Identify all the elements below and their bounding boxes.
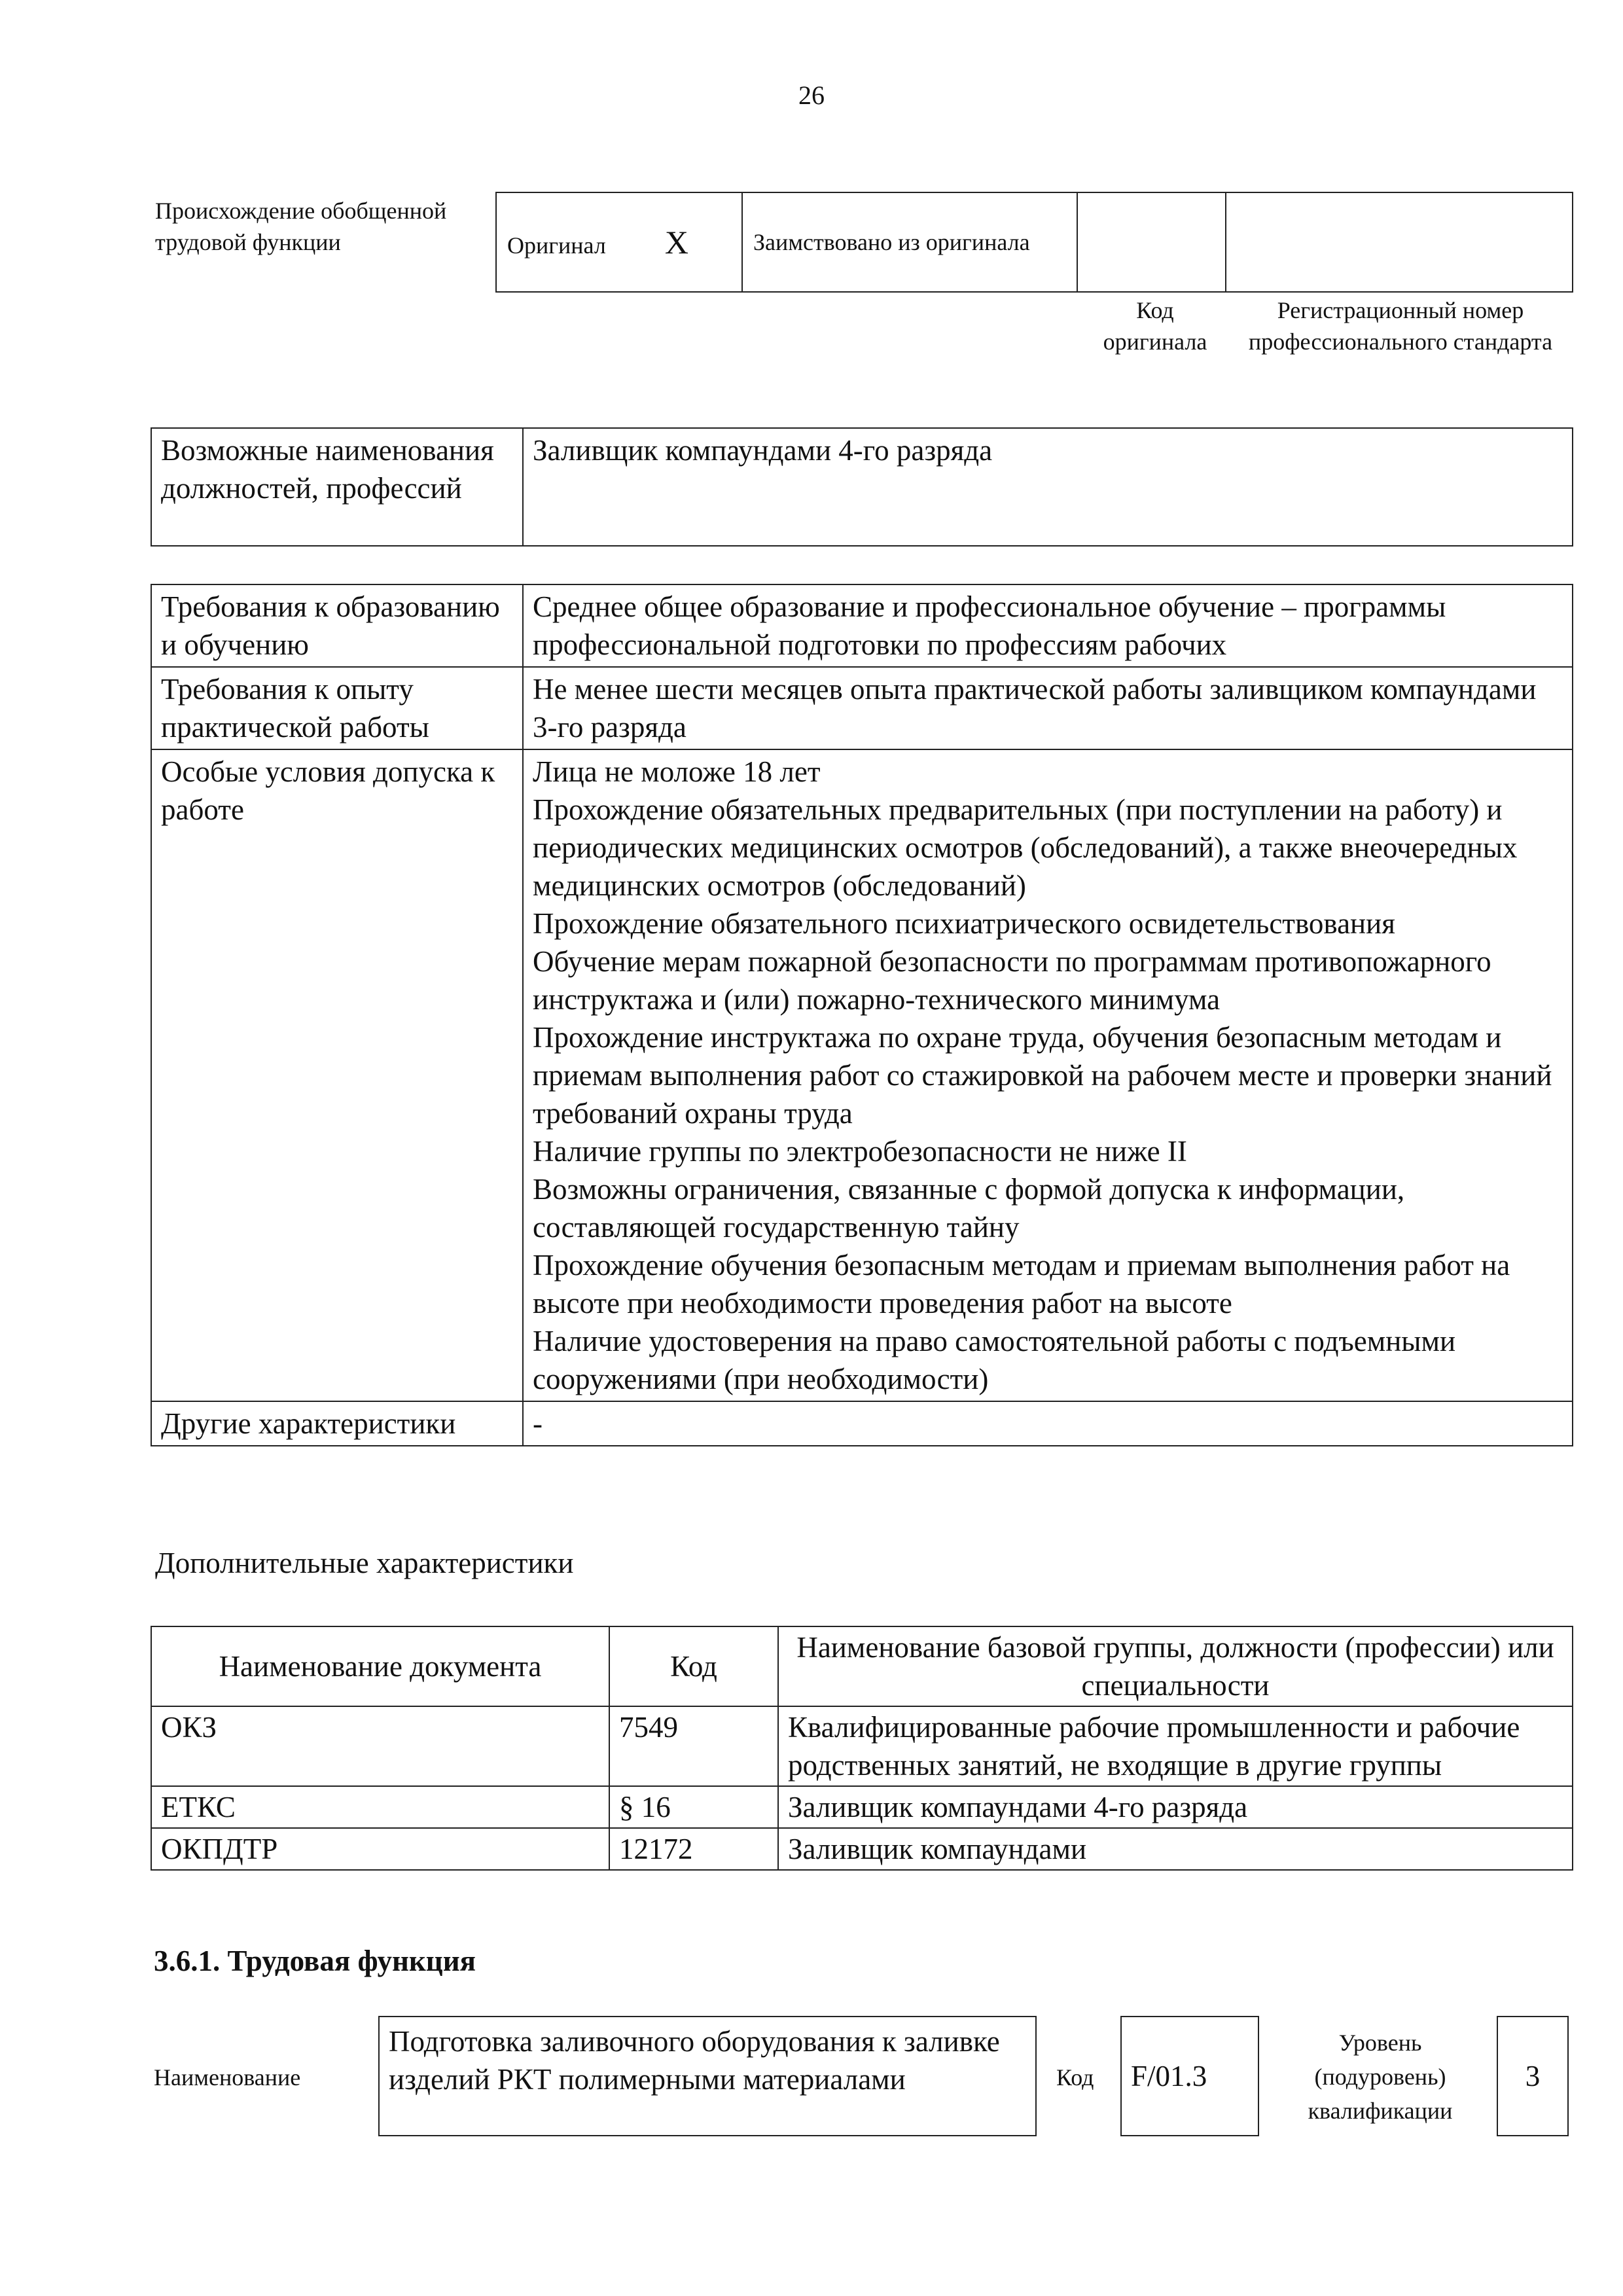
special-item: Обучение мерам пожарной безопасности по программам противопожарного инструктажа и (или) пожарно-технического минимума bbox=[533, 945, 1491, 1016]
special-item: Наличие удостоверения на право самостоятельной работы с подъемными сооружениями (при необходимости) bbox=[533, 1325, 1456, 1395]
row-code: 12172 bbox=[609, 1828, 778, 1870]
origin-code-cell bbox=[1077, 192, 1226, 292]
section-heading: 3.6.1. Трудовая функция bbox=[154, 1945, 476, 1977]
special-label: Особые условия допуска к работе bbox=[151, 749, 523, 1401]
special-item: Прохождение обязательного психиатрического освидетельствования bbox=[533, 907, 1395, 940]
table-row bbox=[151, 1786, 1573, 1828]
education-label: Требования к образованию и обучению bbox=[151, 584, 523, 667]
original-label: Оригинал bbox=[507, 232, 606, 259]
original-mark: X bbox=[664, 224, 688, 260]
special-item: Наличие группы по электробезопасности не ниже II bbox=[533, 1135, 1187, 1168]
special-item: Возможны ограничения, связанные с формой допуска к информации, составляющей государственную тайну bbox=[533, 1173, 1405, 1244]
header-doc: Наименование документа bbox=[151, 1626, 609, 1706]
function-code-label: Код bbox=[1056, 2064, 1094, 2090]
extra-title: Дополнительные характеристики bbox=[155, 1547, 574, 1579]
row-doc: ОКПДТР bbox=[151, 1828, 609, 1870]
special-item: Прохождение обучения безопасным методам и приемам выполнения работ на высоте при необходимости проведения работ на высоте bbox=[533, 1249, 1510, 1319]
borrowed-label: Заимствовано из оригинала bbox=[742, 192, 1077, 292]
extra-header-row bbox=[151, 1626, 1573, 1706]
experience-value: Не менее шести месяцев опыта практической работы заливщиком компаундами 3-го разряда bbox=[523, 667, 1573, 749]
row-name: Заливщик компаундами 4-го разряда bbox=[778, 1786, 1573, 1828]
qualification-level-label: Уровень (подуровень) квалификации bbox=[1308, 2030, 1453, 2124]
header-name: Наименование базовой группы, должности (профессии) или специальности bbox=[778, 1626, 1573, 1706]
header-code: Код bbox=[609, 1626, 778, 1706]
table-row bbox=[151, 1828, 1573, 1870]
row-name: Квалифицированные рабочие промышленности и рабочие родственных занятий, не входящие в другие группы bbox=[778, 1706, 1573, 1786]
page-number: 26 bbox=[798, 81, 825, 110]
row-code: 7549 bbox=[609, 1706, 778, 1786]
row-name: Заливщик компаундами bbox=[778, 1828, 1573, 1870]
origin-reg-cell bbox=[1226, 192, 1573, 292]
origin-original-cell bbox=[496, 192, 742, 292]
table-row bbox=[151, 1706, 1573, 1786]
row-doc: ОКЗ bbox=[151, 1706, 609, 1786]
qualification-level-value: 3 bbox=[1497, 2016, 1569, 2136]
other-value: - bbox=[523, 1401, 1573, 1446]
positions-table bbox=[151, 427, 1573, 547]
row-code: § 16 bbox=[609, 1786, 778, 1828]
special-item: Прохождение инструктажа по охране труда, обучения безопасным методам и приемам выполнения работ со стажировкой на рабочем месте и проверки знаний требований охраны труда bbox=[533, 1021, 1552, 1130]
origin-table bbox=[495, 192, 1573, 293]
experience-label: Требования к опыту практической работы bbox=[151, 667, 523, 749]
education-value: Среднее общее образование и профессиональное обучение – программы профессиональной подготовки по профессиям рабочих bbox=[523, 584, 1573, 667]
special-item: Лица не моложе 18 лет bbox=[533, 755, 821, 788]
experience-row bbox=[151, 667, 1573, 749]
extra-table bbox=[151, 1626, 1573, 1871]
row-doc: ЕТКС bbox=[151, 1786, 609, 1828]
requirements-table bbox=[151, 584, 1573, 1446]
origin-code-caption: Код оригинала bbox=[1103, 297, 1207, 355]
positions-value: Заливщик компаундами 4-го разряда bbox=[523, 428, 1573, 546]
special-item: Прохождение обязательных предварительных (при поступлении на работу) и периодических медицинских осмотров (обследований), а также внеочередных медицинских осмотров (обследований) bbox=[533, 793, 1518, 902]
other-label: Другие характеристики bbox=[151, 1401, 523, 1446]
function-name-label: Наименование bbox=[154, 2064, 301, 2090]
positions-label: Возможные наименования должностей, профессий bbox=[151, 428, 523, 546]
origin-reg-caption: Регистрационный номер профессионального стандарта bbox=[1248, 297, 1553, 355]
function-code-value: F/01.3 bbox=[1120, 2016, 1259, 2136]
origin-label: Происхождение обобщенной трудовой функции bbox=[155, 198, 447, 255]
function-name-value: Подготовка заливочного оборудования к заливке изделий РКТ полимерными материалами bbox=[378, 2016, 1037, 2136]
other-row bbox=[151, 1401, 1573, 1446]
special-value bbox=[523, 749, 1573, 1401]
education-row bbox=[151, 584, 1573, 667]
special-row bbox=[151, 749, 1573, 1401]
